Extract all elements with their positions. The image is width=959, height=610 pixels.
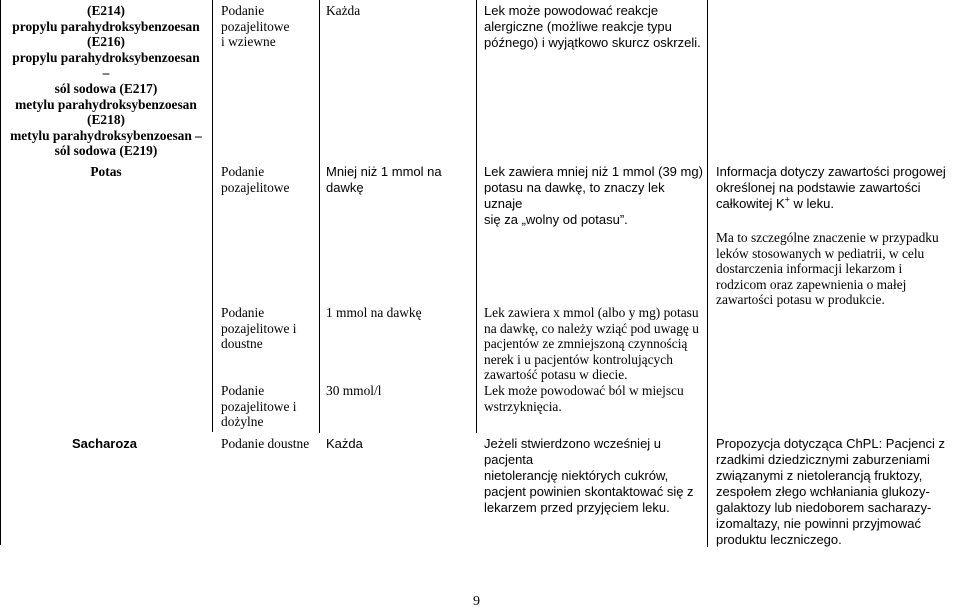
info-potassium-renal: Lek zawiera x mmol (albo y mg) potasu na dawkę, co należy wziąć pod uwagę u pacjentów ze zmniejszoną czynnością nerek i u pacjentów kontrolujących zawartość potasu w diecie.	[484, 305, 699, 383]
comment-potassium-threshold	[716, 164, 956, 212]
potassium-superscript: +	[784, 194, 790, 205]
threshold-any-parabens: Każda	[326, 3, 361, 18]
route-parenteral: Podanie pozajelitowe	[221, 164, 290, 195]
comment-text-a: Informacja dotyczy zawartości progowej określonej na podstawie zawartości całkowitej K	[716, 164, 946, 211]
comment-pediatrics: Ma to szczególne znaczenie w przypadku leków stosowanych w pediatrii, w celu dostarczenia informacji lekarzom i rodzicom oraz zapewnienia o małej zawartości potasu w produkcie.	[716, 230, 939, 308]
comment-sucrose-smpc: Propozycja dotycząca ChPL: Pacjenci z rzadkimi dziedzicznymi zaburzeniami związanymi z nietolerancją fruktozy, zespołem złego wchłaniania glukozy- galaktozy lub niedoborem sacharazy- izomaltazy, nie powinni przyjmować produktu leczniczego.	[716, 436, 946, 547]
substance-potassium: Potas	[90, 164, 122, 179]
route-parenteral-oral: Podanie pozajelitowe i doustne	[221, 305, 297, 352]
page-number: 9	[473, 594, 480, 609]
info-potassium-free: Lek zawiera mniej niż 1 mmol (39 mg) potasu na dawkę, to znaczy lek uznaje się za „wolny od potasu”.	[484, 164, 703, 227]
comment-text-b: w leku.	[789, 196, 834, 211]
route-parenteral-inhalation: Podanie pozajelitowe i wziewne	[221, 3, 290, 50]
substance-sucrose: Sacharoza	[72, 436, 138, 451]
threshold-30mmol-per-l: 30 mmol/l	[326, 383, 382, 398]
route-parenteral-intravenous: Podanie pozajelitowe i dożylne	[221, 383, 297, 430]
info-sucrose-intolerance: Jeżeli stwierdzono wcześniej u pacjenta nietolerancję niektórych cukrów, pacjent powinien skontaktować się z lekarzem przed przyjęciem leku.	[484, 436, 694, 515]
table-border-col4	[707, 0, 708, 547]
substance-parabens: (E214) propylu parahydroksybenzoesan (E216) propylu parahydroksybenzoesan – sól sodowa (E217) metylu parahydroksybenzoesan (E218) metylu parahydroksybenzoesan – sól sodowa (E219)	[10, 3, 202, 159]
route-oral: Podanie doustne	[221, 436, 310, 451]
info-parabens: Lek może powodować reakcje alergiczne (możliwe reakcje typu późnego) i wyjątkowo skurcz oskrzeli.	[484, 3, 701, 50]
info-injection-pain: Lek może powodować ból w miejscu wstrzyknięcia.	[484, 383, 684, 414]
table-border-col1	[212, 0, 213, 432]
table-border-col3	[476, 0, 477, 433]
threshold-1mmol-per-dose: 1 mmol na dawkę	[326, 305, 422, 320]
table-border-col2	[319, 0, 320, 433]
table-border-left	[0, 0, 1, 545]
threshold-less-than-1mmol: Mniej niż 1 mmol na dawkę	[326, 164, 442, 195]
threshold-any-sucrose: Każda	[326, 436, 363, 451]
